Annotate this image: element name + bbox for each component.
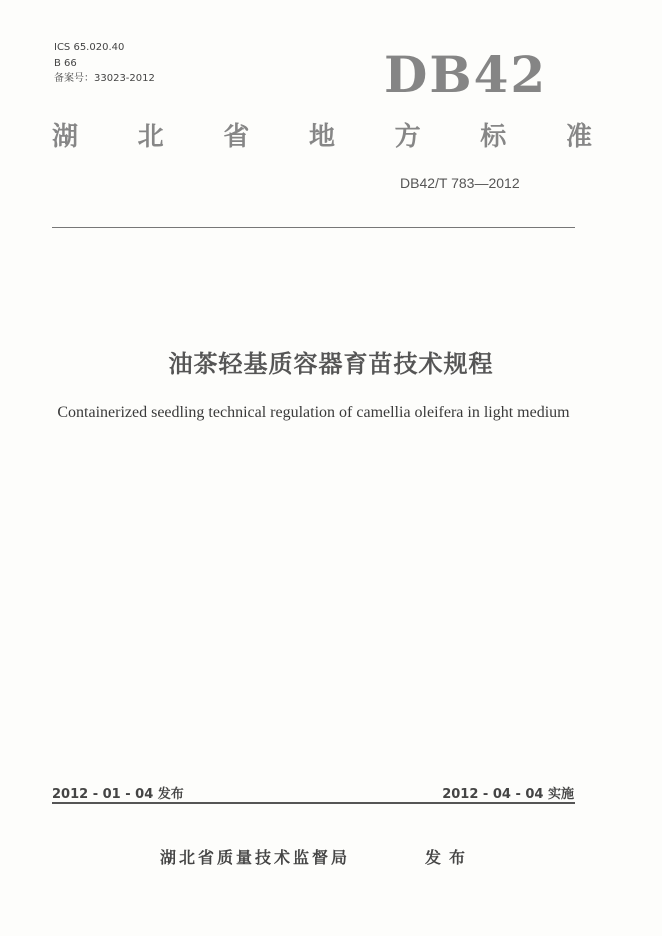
document-title-english: Containerized seedling technical regulation of camellia oleifera in light medium — [57, 404, 570, 421]
category-char: 地 — [308, 122, 335, 152]
category-char: 湖 — [52, 122, 79, 152]
document-title-chinese: 油茶轻基质容器育苗技术规程 — [168, 350, 494, 378]
ccs-code: B 66 — [54, 57, 77, 69]
footer-divider — [52, 802, 575, 804]
ics-code: ICS 65.020.40 — [54, 42, 125, 53]
category-char: 方 — [394, 122, 421, 152]
category-char: 北 — [137, 122, 164, 152]
record-number: 备案号：33023-2012 — [54, 73, 155, 84]
standard-number: DB42/T 783—2012 — [400, 175, 520, 191]
header-divider — [52, 227, 575, 228]
issue-label: 发布 — [425, 848, 474, 867]
issuing-authority: 湖北省质量技术监督局 — [160, 848, 351, 867]
standard-mark: DB42 — [384, 45, 548, 104]
classification-codes — [54, 40, 155, 87]
category-char: 省 — [223, 122, 250, 152]
issue-date: 2012 - 01 - 04 发布 — [52, 787, 184, 802]
category-char: 准 — [565, 122, 592, 152]
category-char: 标 — [480, 122, 507, 152]
implementation-date: 2012 - 04 - 04 实施 — [442, 787, 574, 802]
standard-category-title — [52, 118, 592, 158]
